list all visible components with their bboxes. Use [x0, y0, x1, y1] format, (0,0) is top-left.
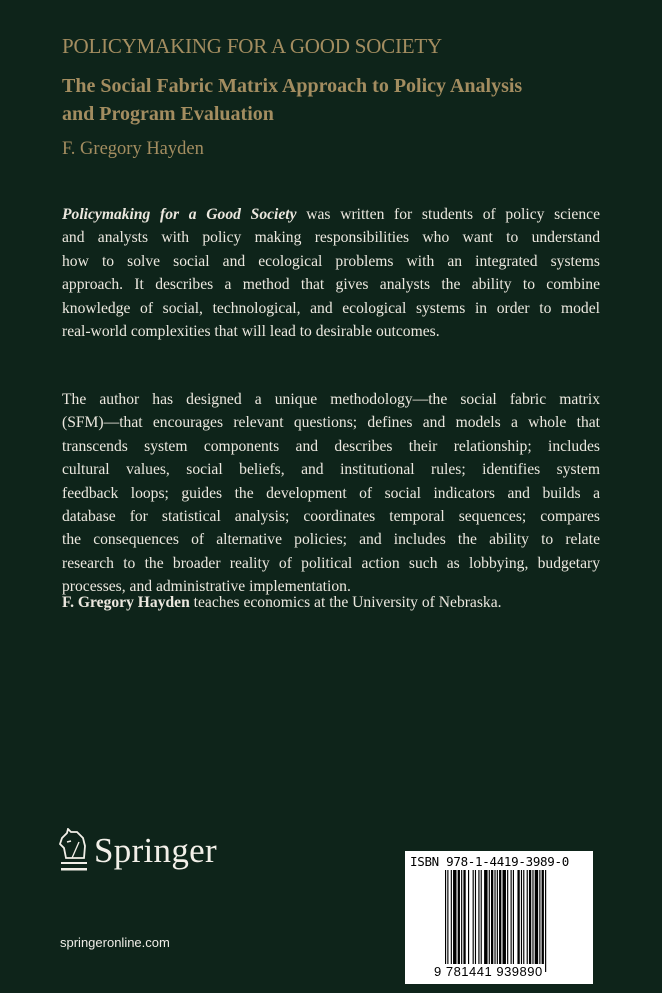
barcode-bar [473, 870, 474, 964]
springer-logo [58, 828, 217, 874]
blurb-text: was written for students of policy science [296, 206, 600, 223]
blurb-line: approach. It describes a method that gives analysts the ability to combine [62, 276, 600, 294]
barcode-bar [513, 870, 514, 964]
barcode-bar [521, 870, 522, 964]
blurb-line: knowledge of social, technological, and ecological systems in order to model [62, 299, 600, 317]
author-bio-name: F. Gregory Hayden [62, 594, 190, 611]
blurb-line: processes, and administrative implementation. [62, 578, 351, 596]
barcode-bar [494, 870, 495, 972]
blurb-line: and analysts with policy making responsibilities who want to understand [62, 229, 600, 247]
barcode-bar [529, 870, 531, 964]
barcode-bar [458, 870, 460, 964]
barcode-bar [468, 870, 469, 964]
blurb-line: research to the broader reality of political action such as lobbying, budgetary [62, 554, 600, 572]
barcode-bar [542, 870, 544, 964]
ean-digits: 9 781441 939890 [434, 964, 543, 979]
barcode-bar [453, 870, 456, 964]
barcode-bar [478, 870, 479, 964]
barcode-bar [475, 870, 476, 964]
blurb-line: (SFM)—that encourages relevant questions; defines and models a whole that [62, 414, 600, 432]
blurb-line: The author has designed a unique methodology—the social fabric matrix [62, 391, 600, 408]
publisher-url[interactable]: springeronline.com [60, 935, 170, 950]
barcode-bar [511, 870, 512, 964]
subtitle-line: The Social Fabric Matrix Approach to Policy Analysis [62, 75, 523, 97]
blurb-paragraph-1 [62, 203, 600, 343]
barcode-bar [545, 870, 546, 972]
springer-wordmark: Springer [94, 831, 217, 870]
barcode-bar [535, 870, 538, 964]
subtitle-line: and Program Evaluation [62, 103, 274, 125]
blurb-line: real-world complexities that will lead to desirable outcomes. [62, 323, 440, 341]
barcode-bar [523, 870, 524, 964]
barcode-bar [484, 870, 487, 964]
barcode-bar [451, 870, 452, 964]
barcode-bar [527, 870, 528, 964]
barcode-bar [539, 870, 540, 964]
barcode-bar [507, 870, 508, 964]
isbn-barcode [405, 851, 593, 984]
barcode-bar [445, 870, 446, 972]
barcode-bar [489, 870, 490, 964]
blurb-line: feedback loops; guides the development of social indicators and builds a [62, 484, 600, 502]
barcode-bar [503, 870, 506, 964]
knight-chess-icon [58, 828, 88, 874]
barcode-bar [491, 870, 493, 964]
blurb-paragraph-2 [62, 388, 600, 599]
barcode-bar [481, 870, 482, 964]
book-author: F. Gregory Hayden [62, 139, 204, 159]
blurb-line [62, 203, 600, 226]
blurb-line: cultural values, social beliefs, and institutional rules; identifies system [62, 461, 600, 479]
barcode-bar [497, 870, 498, 972]
barcode-bar [532, 870, 533, 964]
author-bio-text: teaches economics at the University of Nebraska. [189, 594, 502, 611]
book-title-inline: Policymaking for a Good Society [62, 206, 297, 223]
blurb-line: the consequences of alternative policies; and includes the ability to relate [62, 531, 600, 549]
blurb-line: database for statistical analysis; coordinates temporal sequences; compares [62, 508, 600, 526]
barcode-bar [461, 870, 462, 964]
barcode-bar [463, 870, 465, 964]
blurb-line: transcends system components and describes their relationship; includes [62, 437, 600, 455]
author-bio [62, 591, 600, 614]
barcode-bar [499, 870, 501, 964]
isbn-label: ISBN 978-1-4419-3989-0 [410, 854, 569, 869]
book-subtitle [62, 72, 622, 128]
barcode-bars [445, 870, 557, 972]
book-title: POLICYMAKING FOR A GOOD SOCIETY [62, 34, 442, 58]
barcode-bar [517, 870, 519, 964]
blurb-line: how to solve social and ecological problems with an integrated systems [62, 252, 600, 270]
barcode-bar [447, 870, 448, 972]
